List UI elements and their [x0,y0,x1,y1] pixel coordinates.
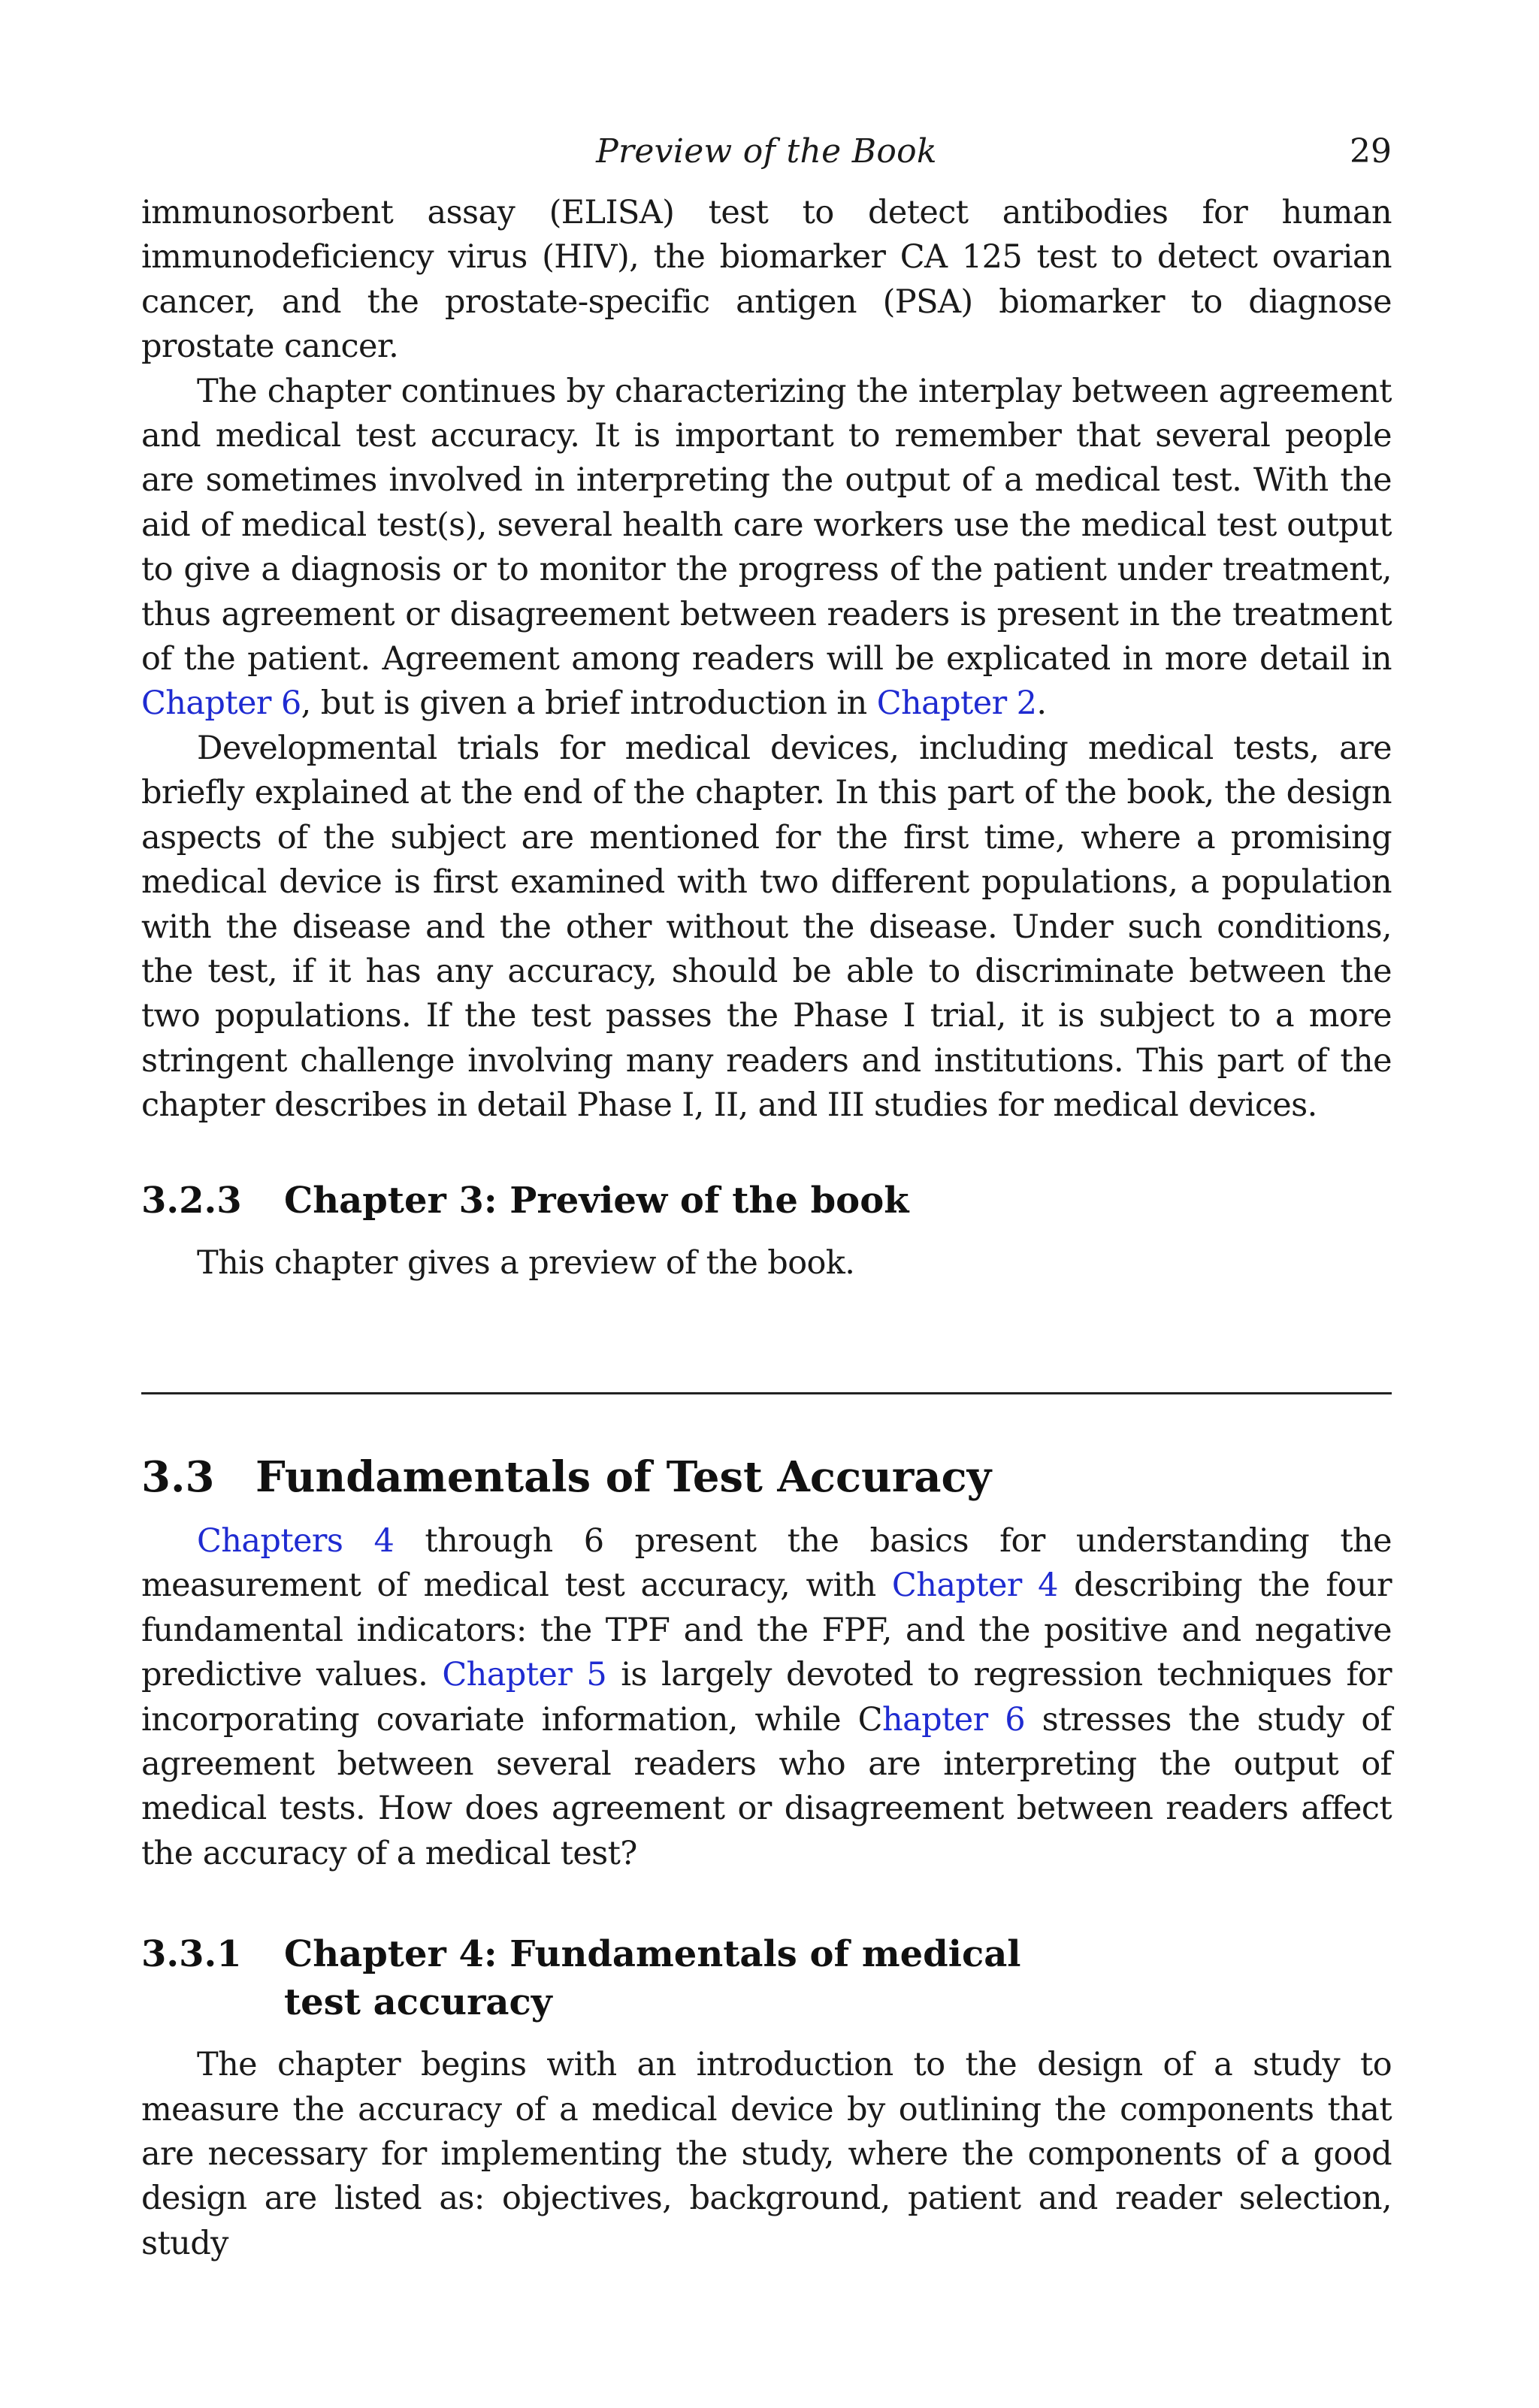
paragraph-text: stresses the study of agreement between several readers who are interpreting the output of medical tests. How does agreement or disagreement between readers affect the accuracy of a medical test? [141,1700,1392,1872]
paragraph-text: This chapter gives a preview of the book. [197,1243,855,1282]
section-title-line: test accuracy [284,1981,552,2024]
running-head-title: Preview of the Book [596,132,937,171]
paragraph-text: Developmental trials for medical devices, including medical tests, are briefly explained at the end of the chapter. In this part of the book, the design aspects of the subject are mentioned for the first time, where a promising medical device is first examined with two different populations, a population with the disease and the other without the disease. Under such conditions, the test, if it has any accuracy, should be able to discriminate between the two populations. If the test passes the Phase I trial, it is subject to a more stringent challenge involving many readers and institutions. This part of the chapter describes in detail Phase I, II, and III studies for medical devices. [141,729,1392,1125]
paragraph-fundamentals [141,1519,1392,1876]
book-page [141,132,1392,2266]
paragraph-text: . [1036,684,1047,723]
paragraph-text: immunosorbent assay (ELISA) test to detect antibodies for human immunodeficiency virus (HIV), the biomarker CA 125 test to detect ovarian cancer, and the prostate-specific antigen (PSA) biomarker to diagnose prostate cancer. [141,194,1392,366]
running-head [141,132,1392,177]
section-heading-3-2-3 [141,1177,1392,1225]
chapter-6-link[interactable]: Chapter 6 [141,684,301,723]
section-heading-3-3-1 [141,1930,1392,2026]
paragraph-text: describing the four fundamental indicators: the TPF and the FPF, and the positive and negative predictive values. [141,1567,1392,1694]
chapter-2-link[interactable]: Chapter 2 [876,684,1037,723]
chapter-6-link[interactable]: hapter 6 [881,1700,1025,1739]
section-title-line: Chapter 4: Fundamentals of medical [284,1933,1021,1976]
section-title: Fundamentals of Test Accuracy [255,1452,992,1502]
paragraph-text: through 6 present the basics for understanding the measurement of medical test accuracy, with [141,1521,1392,1605]
paragraph-preview [141,1241,1392,1286]
section-number: 3.2.3 [141,1179,242,1222]
section-number: 3.3 [141,1452,215,1502]
chapter-4-link[interactable]: Chapter 4 [891,1567,1058,1605]
chapters-4-link[interactable]: Chapters 4 [197,1521,395,1560]
paragraph-agreement [141,370,1392,727]
page-number: 29 [1350,132,1392,171]
paragraph-developmental-trials [141,727,1392,1128]
chapter-5-link[interactable]: Chapter 5 [442,1656,607,1694]
paragraph-text: , but is given a brief introduction in [301,684,877,723]
paragraph-continuation [141,191,1392,370]
section-heading-3-3 [141,1450,1392,1504]
section-number: 3.3.1 [141,1933,242,1976]
paragraph-text: The chapter continues by characterizing the interplay between agreement and medical test accuracy. It is important to remember that several people are sometimes involved in interpreting the output of a medical test. With the aid of medical test(s), several health care workers use the medical test output to give a diagnosis or to monitor the progress of the patient under treatment, thus agreement or disagreement between readers is present in the treatment of the patient. Agreement among readers will be explicated in more detail in [141,372,1392,678]
section-title: Chapter 3: Preview of the book [284,1179,909,1222]
paragraph-study-design [141,2043,1392,2266]
section-title [284,1930,1021,2026]
paragraph-text: The chapter begins with an introduction to the design of a study to measure the accuracy of a medical device by outlining the components that are necessary for implementing the study, where the components of a good design are listed as: objectives, background, patient and reader selection, study [141,2046,1392,2262]
paragraph-text: is largely devoted to regression techniques for incorporating covariate information, while C [141,1656,1392,1739]
